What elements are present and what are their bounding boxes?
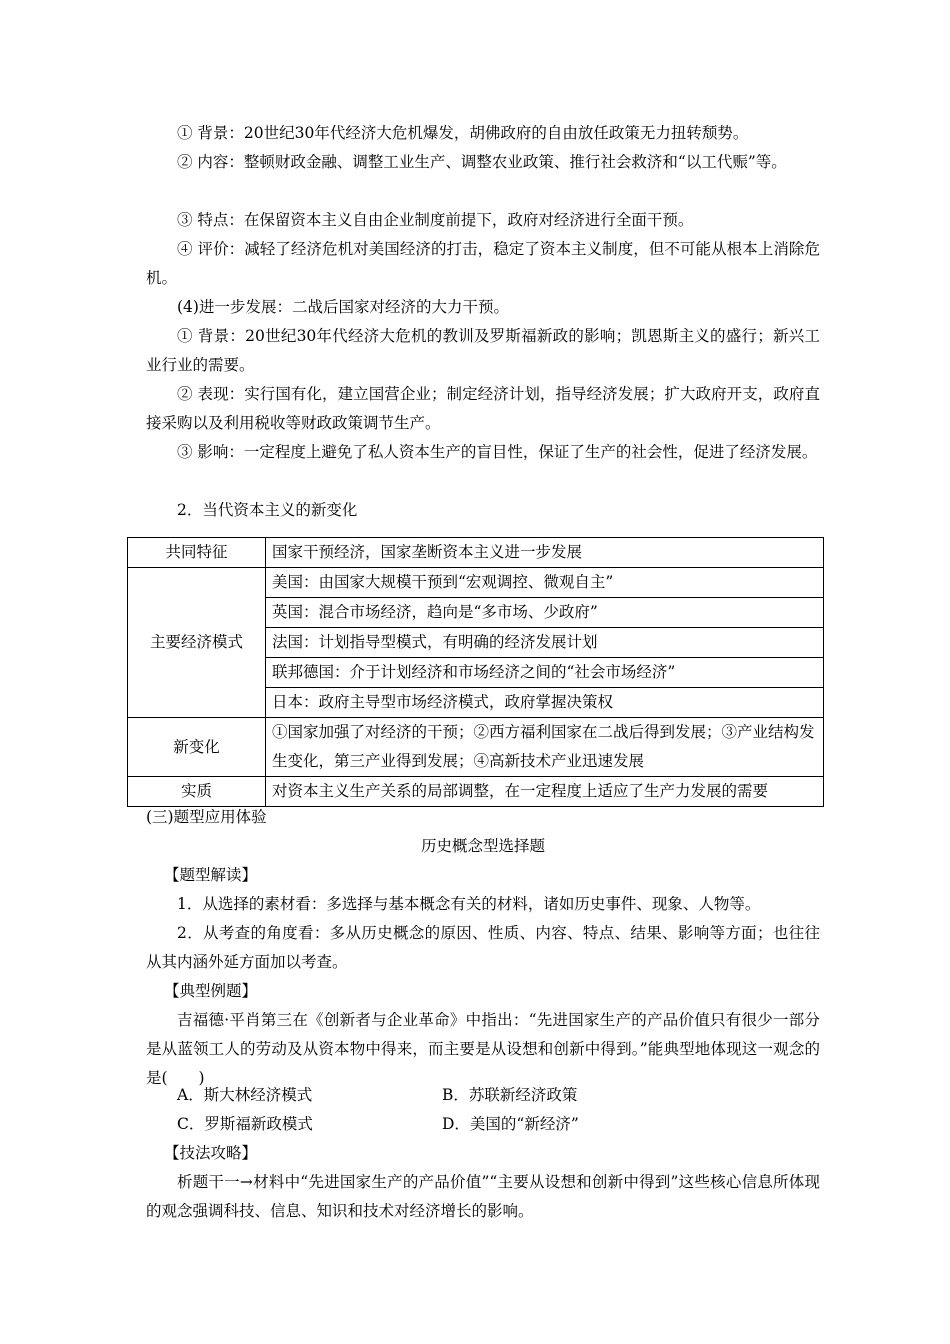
section-title: 历史概念型选择题: [420, 837, 545, 855]
table-cell: 法国：计划指导型模式，有明确的经济发展计划: [266, 628, 824, 658]
table-cell: 对资本主义生产关系的局部调整，在一定程度上适应了生产力发展的需要: [266, 777, 824, 807]
table-row-header: 实质: [128, 777, 266, 807]
table-row-header: 共同特征: [128, 538, 266, 568]
para-background-2: ① 背景：20世纪30年代经济大危机的教训及罗斯福新政的影响；凯恩斯主义的盛行；新兴工业行业的需要。: [146, 327, 820, 374]
section-heading-new-changes: 2．当代资本主义的新变化: [177, 501, 358, 519]
label-interpretation: 【题型解读】: [164, 866, 258, 884]
table-row: [128, 718, 824, 777]
para-content: ② 内容：整顿财政金融、调整工业生产、调整农业政策、推行社会救济和“以工代赈”等。: [177, 153, 787, 171]
para-analysis: 析题干一→材料中“先进国家生产的产品价值”“主要从设想和创新中得到”这些核心信息所体现的观念强调科技、信息、知识和技术对经济增长的影响。: [146, 1173, 820, 1220]
table-cell: ①国家加强了对经济的干预；②西方福利国家在二战后得到发展；③产业结构发生变化，第三产业得到发展；④高新技术产业迅速发展: [266, 718, 824, 777]
summary-table: [127, 537, 824, 807]
section-heading-question-type: (三)题型应用体验: [146, 808, 267, 826]
table-row-header: 主要经济模式: [128, 568, 266, 718]
para-performance: ② 表现：实行国有化，建立国营企业；制定经济计划，指导经济发展；扩大政府开支，政府直接采购以及利用税收等财政政策调节生产。: [146, 385, 820, 432]
table-cell: 联邦德国：介于计划经济和市场经济之间的“社会市场经济”: [266, 658, 824, 688]
option-c: C．罗斯福新政模式: [177, 1115, 313, 1133]
table-row: [128, 538, 824, 568]
option-d: D．美国的“新经济”: [442, 1115, 579, 1133]
table-row: [128, 568, 824, 598]
label-example: 【典型例题】: [164, 982, 258, 1000]
para-point-1: 1．从选择的素材看：多选择与基本概念有关的材料，诸如历史事件、现象、人物等。: [177, 895, 761, 913]
table-row-header: 新变化: [128, 718, 266, 777]
para-influence: ③ 影响：一定程度上避免了私人资本生产的盲目性，保证了生产的社会性，促进了经济发展。: [177, 443, 818, 461]
table-cell: 国家干预经济，国家垄断资本主义进一步发展: [266, 538, 824, 568]
table-cell: 日本：政府主导型市场经济模式，政府掌握决策权: [266, 688, 824, 718]
table-cell: 美国：由国家大规模干预到“宏观调控、微观自主”: [266, 568, 824, 598]
table-cell: 英国：混合市场经济，趋向是“多市场、少政府”: [266, 598, 824, 628]
para-evaluation: ④ 评价：减轻了经济危机对美国经济的打击，稳定了资本主义制度，但不可能从根本上消除危机。: [146, 240, 820, 287]
label-strategy: 【技法攻略】: [164, 1144, 258, 1162]
para-question: 吉福德·平肖第三在《创新者与企业革命》中指出：“先进国家生产的产品价值只有很少一部分是从蓝领工人的劳动及从资本物中得来，而主要是从设想和创新中得到。”能典型地体现这一观念的是( ): [146, 1011, 820, 1087]
para-point-2: 2．从考查的角度看：多从历史概念的原因、性质、内容、特点、结果、影响等方面；也往往从其内涵外延方面加以考查。: [146, 924, 820, 971]
table-row: [128, 777, 824, 807]
para-feature: ③ 特点：在保留资本主义自由企业制度前提下，政府对经济进行全面干预。: [177, 211, 694, 229]
para-background: ① 背景：20世纪30年代经济大危机爆发，胡佛政府的自由放任政策无力扭转颓势。: [177, 124, 749, 142]
option-a: A．斯大林经济模式: [177, 1086, 313, 1104]
option-b: B．苏联新经济政策: [442, 1086, 578, 1104]
para-further-development: (4)进一步发展：二战后国家对经济的大力干预。: [177, 298, 509, 316]
